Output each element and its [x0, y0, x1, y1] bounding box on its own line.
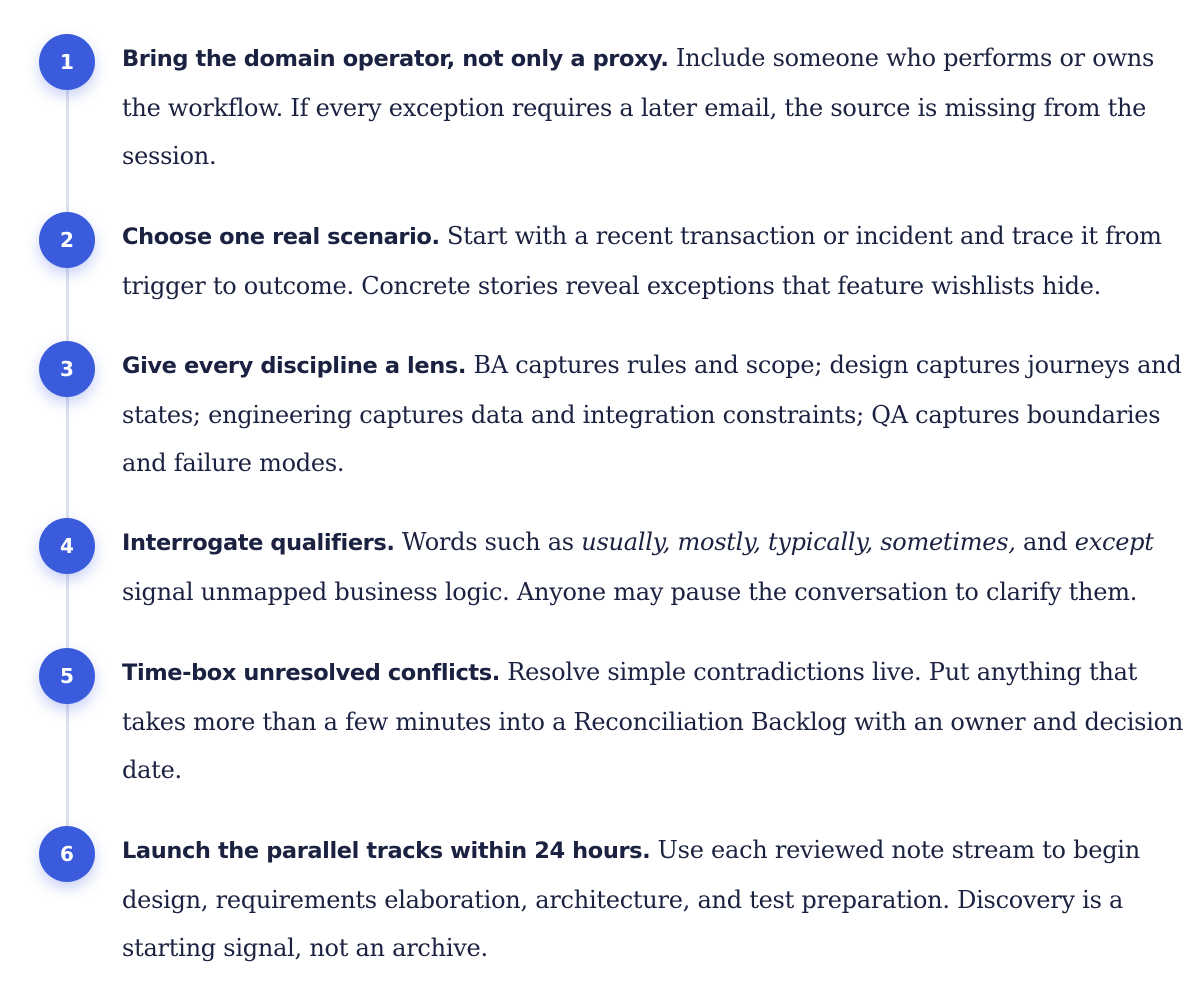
step-body-part: and	[1015, 528, 1075, 556]
step-body-part: Words such as	[394, 528, 582, 556]
qualifier-except: except	[1074, 528, 1154, 556]
step-number-badge: 3	[39, 341, 95, 397]
step-number-badge: 4	[39, 518, 95, 574]
step-text	[122, 518, 1187, 616]
step-number-badge: 1	[39, 34, 95, 90]
step-lead: Interrogate qualifiers.	[122, 530, 395, 556]
step-lead: Choose one real scenario.	[122, 224, 440, 250]
step-lead: Bring the domain operator, not only a proxy.	[122, 46, 669, 72]
step-lead: Give every discipline a lens.	[122, 353, 466, 379]
step-body: Use each reviewed note stream to begin design, requirements elaboration, architecture, and test preparation. Discovery is a starting signal, not an archive.	[122, 836, 1140, 962]
step-text	[122, 648, 1187, 795]
step-text	[122, 34, 1187, 181]
qualifier-words: usually, mostly, typically, sometimes,	[581, 528, 1016, 556]
step-text	[122, 826, 1187, 973]
step-text	[122, 212, 1187, 310]
step-text	[122, 341, 1187, 488]
step-body-part: signal unmapped business logic. Anyone may pause the conversation to clarify them.	[122, 577, 1138, 606]
step-body: Start with a recent transaction or incident and trace it from trigger to outcome. Concrete stories reveal exceptions that feature wishlists hide.	[122, 222, 1162, 300]
step-number-badge: 5	[39, 648, 95, 704]
step-body: Include someone who performs or owns the workflow. If every exception requires a later email, the source is missing from the session.	[122, 44, 1155, 170]
step-number-badge: 2	[39, 212, 95, 268]
step-body: BA captures rules and scope; design captures journeys and states; engineering captures data and integration constraints; QA captures boundaries and failure modes.	[122, 351, 1182, 477]
step-lead: Launch the parallel tracks within 24 hours.	[122, 838, 651, 864]
step-number-badge: 6	[39, 826, 95, 882]
step-body: Resolve simple contradictions live. Put anything that takes more than a few minutes into a Reconciliation Backlog with an owner and decision date.	[122, 658, 1184, 784]
step-lead: Time-box unresolved conflicts.	[122, 660, 500, 686]
